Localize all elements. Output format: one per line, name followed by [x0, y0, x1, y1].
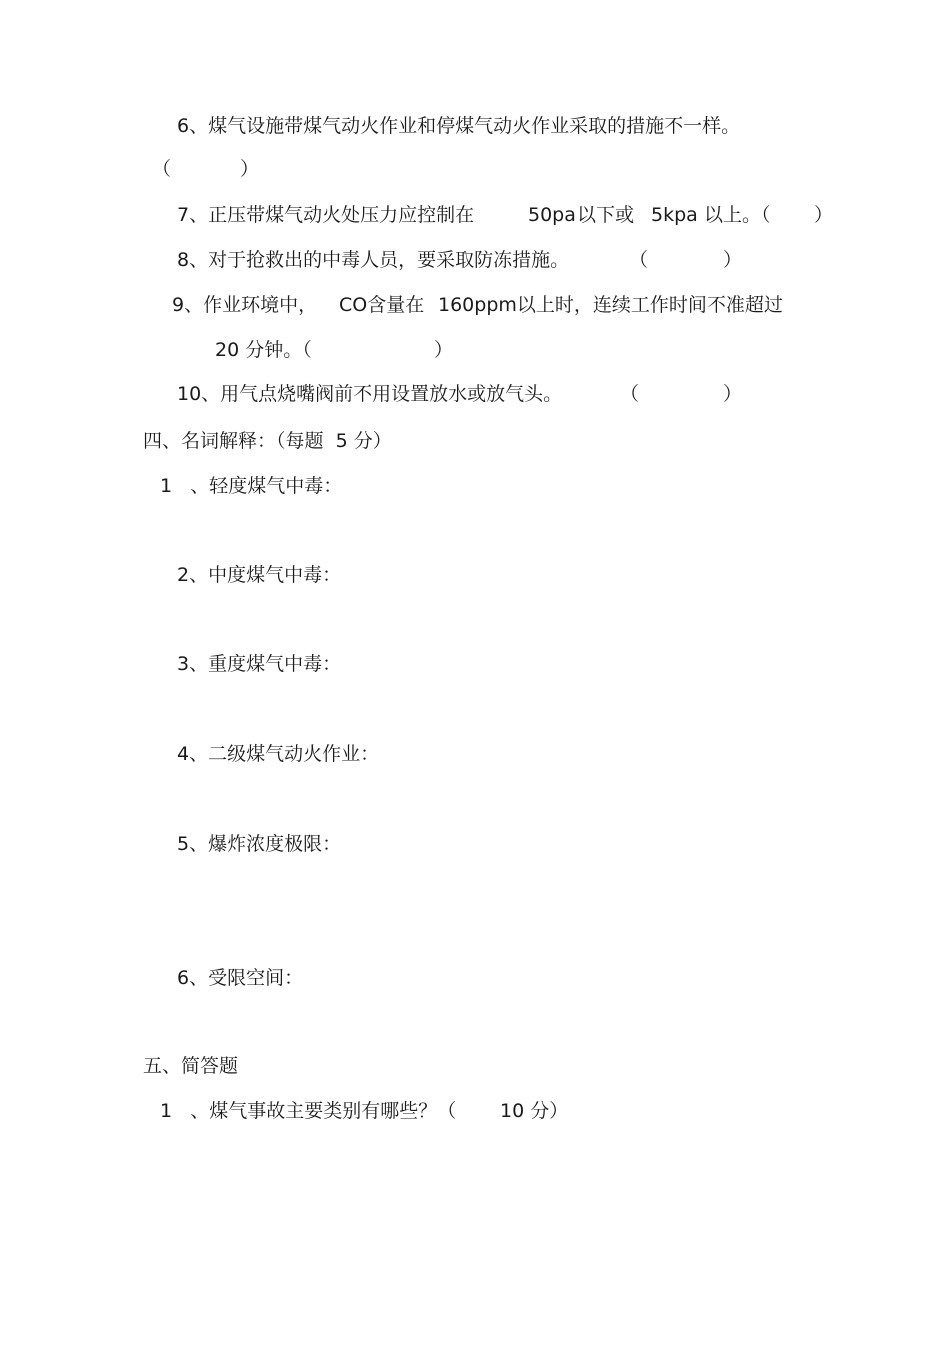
- term-item-2: 2、中度煤气中毒：: [177, 564, 342, 586]
- question-9-text-a: 9、作业环境中，: [172, 294, 318, 316]
- question-7-text: 7、正压带煤气动火处压力应控制在: [177, 204, 475, 226]
- paren-close: ）: [723, 383, 743, 405]
- paren-close: ）: [814, 204, 834, 226]
- question-7-value-2: 5kpa: [651, 204, 698, 226]
- term-item-1: 1 、轻度煤气中毒：: [160, 475, 343, 497]
- question-7-value-1: 50pa: [528, 204, 576, 226]
- question-8-text: 8、对于抢救出的中毒人员，要采取防冻措施。: [177, 249, 570, 271]
- question-7-end: 以上。（: [704, 204, 771, 226]
- paren-open: （: [620, 383, 640, 405]
- question-9-continuation: [215, 338, 455, 362]
- paren-close: ）: [434, 339, 454, 361]
- question-9-text-b: CO含量在: [339, 294, 425, 316]
- question-6: [177, 114, 877, 138]
- short-answer-1-score: 10 分）: [500, 1100, 569, 1122]
- question-10-text: 10、用气点烧嘴阀前不用设置放水或放气头。: [177, 383, 563, 405]
- question-7: [177, 203, 857, 227]
- paren-close: ）: [723, 249, 743, 271]
- section-5-heading: 五、简答题: [143, 1055, 239, 1077]
- term-item-6: 6、受限空间：: [177, 967, 304, 989]
- question-9-text-c: 160ppm以上时，连续工作时间不准超过: [438, 294, 783, 316]
- term-item-3: 3、重度煤气中毒：: [177, 653, 342, 675]
- question-9-cont-text: 20 分钟。（: [215, 339, 312, 361]
- short-answer-1-text: 1 、煤气事故主要类别有哪些？（: [160, 1100, 457, 1122]
- term-item-5: 5、爆炸浓度极限：: [177, 833, 342, 855]
- question-10: [177, 382, 757, 406]
- term-item-4: 4、二级煤气动火作业：: [177, 743, 380, 765]
- paren-close: ）: [240, 158, 260, 180]
- paren-open: （: [629, 249, 649, 271]
- question-7-mid: 以下或: [577, 204, 635, 226]
- paren-open: （: [152, 158, 172, 180]
- section-4-heading: 四、名词解释：（每题 5 分）: [143, 430, 392, 452]
- question-6-answer-paren: [152, 157, 272, 181]
- question-6-text: 6、煤气设施带煤气动火作业和停煤气动火作业采取的措施不一样。: [177, 115, 741, 137]
- question-9: [172, 293, 822, 317]
- short-answer-1: [160, 1099, 580, 1123]
- question-8: [177, 248, 777, 272]
